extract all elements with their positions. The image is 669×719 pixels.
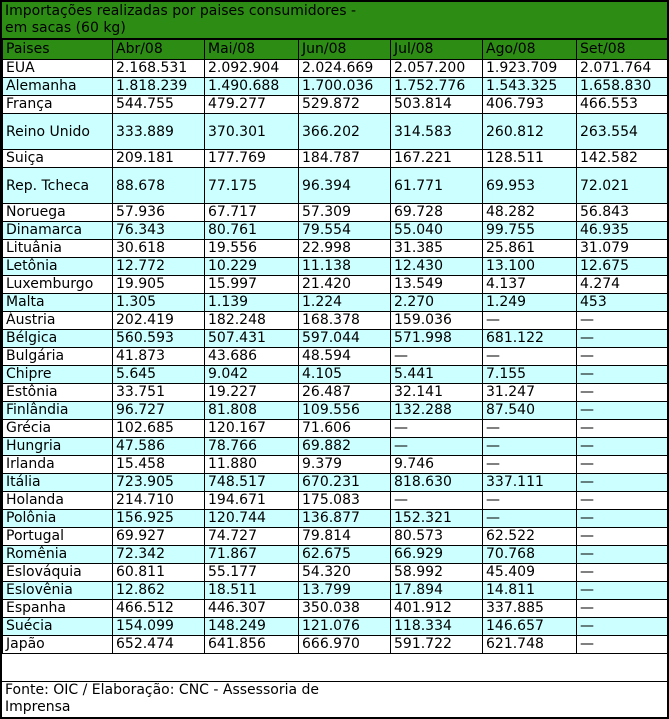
value-cell: 681.122	[483, 330, 577, 348]
value-cell: 560.593	[113, 330, 205, 348]
country-cell: Malta	[3, 294, 113, 312]
value-cell: 71.867	[205, 546, 299, 564]
value-cell: 19.227	[205, 384, 299, 402]
value-cell: 12.772	[113, 258, 205, 276]
country-cell: Eslovênia	[3, 582, 113, 600]
table-row	[3, 438, 668, 456]
value-cell: 466.553	[577, 96, 668, 114]
value-cell: 666.970	[299, 636, 391, 654]
header-month: Ago/08	[483, 40, 577, 60]
table-row	[3, 384, 668, 402]
value-cell: 818.630	[391, 474, 483, 492]
footer-line-2: Imprensa	[5, 699, 71, 715]
value-cell: 1.490.688	[205, 78, 299, 96]
value-cell: 81.808	[205, 402, 299, 420]
value-cell: —	[577, 330, 668, 348]
table-row	[3, 420, 668, 438]
value-cell: 31.079	[577, 240, 668, 258]
value-cell: 2.024.669	[299, 60, 391, 78]
value-cell: —	[483, 492, 577, 510]
header-month: Set/08	[577, 40, 668, 60]
value-cell: 2.270	[391, 294, 483, 312]
value-cell: 652.474	[113, 636, 205, 654]
value-cell: 57.936	[113, 204, 205, 222]
country-cell: Eslováquia	[3, 564, 113, 582]
value-cell: 58.992	[391, 564, 483, 582]
value-cell: 9.379	[299, 456, 391, 474]
country-cell: Grécia	[3, 420, 113, 438]
value-cell: 337.885	[483, 600, 577, 618]
value-cell: 77.175	[205, 168, 299, 204]
value-cell: 71.606	[299, 420, 391, 438]
value-cell: 2.092.904	[205, 60, 299, 78]
value-cell: 80.573	[391, 528, 483, 546]
value-cell: 152.321	[391, 510, 483, 528]
value-cell: 1.543.325	[483, 78, 577, 96]
value-cell: 2.071.764	[577, 60, 668, 78]
value-cell: 15.997	[205, 276, 299, 294]
value-cell: —	[577, 474, 668, 492]
value-cell: 591.722	[391, 636, 483, 654]
value-cell: 14.811	[483, 582, 577, 600]
table-row	[3, 618, 668, 636]
value-cell: 109.556	[299, 402, 391, 420]
value-cell: 503.814	[391, 96, 483, 114]
value-cell: 202.419	[113, 312, 205, 330]
table-row	[3, 582, 668, 600]
value-cell: 45.409	[483, 564, 577, 582]
value-cell: 154.099	[113, 618, 205, 636]
value-cell: 13.799	[299, 582, 391, 600]
value-cell: 76.343	[113, 222, 205, 240]
header-month: Abr/08	[113, 40, 205, 60]
country-cell: Letônia	[3, 258, 113, 276]
value-cell: —	[577, 384, 668, 402]
table-row	[3, 546, 668, 564]
title-line-1: Importações realizadas por paises consumidores -	[5, 3, 357, 19]
value-cell: —	[577, 348, 668, 366]
value-cell: 1.139	[205, 294, 299, 312]
table-row	[3, 258, 668, 276]
value-cell: 182.248	[205, 312, 299, 330]
value-cell: 96.727	[113, 402, 205, 420]
value-cell: 62.675	[299, 546, 391, 564]
value-cell: —	[577, 438, 668, 456]
value-cell: 17.894	[391, 582, 483, 600]
value-cell: 55.177	[205, 564, 299, 582]
value-cell: 96.394	[299, 168, 391, 204]
value-cell: 209.181	[113, 150, 205, 168]
country-cell: Reino Unido	[3, 114, 113, 150]
value-cell: 370.301	[205, 114, 299, 150]
value-cell: 54.320	[299, 564, 391, 582]
table-row	[3, 600, 668, 618]
value-cell: 10.229	[205, 258, 299, 276]
value-cell: 12.430	[391, 258, 483, 276]
value-cell: 621.748	[483, 636, 577, 654]
country-cell: Portugal	[3, 528, 113, 546]
value-cell: 33.751	[113, 384, 205, 402]
table-row	[3, 492, 668, 510]
value-cell: 79.554	[299, 222, 391, 240]
value-cell: 48.282	[483, 204, 577, 222]
country-cell: Suécia	[3, 618, 113, 636]
country-cell: Chipre	[3, 366, 113, 384]
value-cell: 87.540	[483, 402, 577, 420]
table-row	[3, 528, 668, 546]
value-cell: —	[577, 546, 668, 564]
value-cell: 15.458	[113, 456, 205, 474]
value-cell: 11.880	[205, 456, 299, 474]
value-cell: 529.872	[299, 96, 391, 114]
value-cell: 118.334	[391, 618, 483, 636]
value-cell: 1.224	[299, 294, 391, 312]
value-cell: 194.671	[205, 492, 299, 510]
value-cell: 61.771	[391, 168, 483, 204]
table-row	[3, 60, 668, 78]
value-cell: —	[391, 420, 483, 438]
country-cell: Áustria	[3, 312, 113, 330]
value-cell: 5.645	[113, 366, 205, 384]
value-cell: 1.249	[483, 294, 577, 312]
value-cell: 32.141	[391, 384, 483, 402]
value-cell: —	[577, 582, 668, 600]
value-cell: 132.288	[391, 402, 483, 420]
value-cell: —	[577, 456, 668, 474]
value-cell: 13.100	[483, 258, 577, 276]
value-cell: —	[577, 420, 668, 438]
value-cell: 69.927	[113, 528, 205, 546]
value-cell: 56.843	[577, 204, 668, 222]
value-cell: —	[483, 348, 577, 366]
value-cell: 2.168.531	[113, 60, 205, 78]
value-cell: 48.594	[299, 348, 391, 366]
value-cell: 571.998	[391, 330, 483, 348]
value-cell: 4.105	[299, 366, 391, 384]
country-cell: Estônia	[3, 384, 113, 402]
value-cell: 60.811	[113, 564, 205, 582]
header-month: Mai/08	[205, 40, 299, 60]
value-cell: —	[577, 366, 668, 384]
value-cell: 5.441	[391, 366, 483, 384]
table-row	[3, 276, 668, 294]
country-cell: Espanha	[3, 600, 113, 618]
value-cell: 80.761	[205, 222, 299, 240]
country-cell: Itália	[3, 474, 113, 492]
value-cell: 69.882	[299, 438, 391, 456]
value-cell: —	[391, 492, 483, 510]
table-row	[3, 294, 668, 312]
title-line-2: em sacas (60 kg)	[5, 20, 126, 36]
table-row	[3, 150, 668, 168]
table-row	[3, 474, 668, 492]
table-body	[3, 60, 668, 654]
value-cell: 13.549	[391, 276, 483, 294]
table-row	[3, 348, 668, 366]
value-cell: 47.586	[113, 438, 205, 456]
value-cell: 4.137	[483, 276, 577, 294]
table-row	[3, 114, 668, 150]
value-cell: 175.083	[299, 492, 391, 510]
country-cell: Holanda	[3, 492, 113, 510]
value-cell: 260.812	[483, 114, 577, 150]
value-cell: 121.076	[299, 618, 391, 636]
country-cell: EUA	[3, 60, 113, 78]
table-row	[3, 402, 668, 420]
header-month: Jun/08	[299, 40, 391, 60]
value-cell: 1.658.830	[577, 78, 668, 96]
value-cell: 544.755	[113, 96, 205, 114]
table-row	[3, 510, 668, 528]
value-cell: 146.657	[483, 618, 577, 636]
value-cell: 46.935	[577, 222, 668, 240]
value-cell: 401.912	[391, 600, 483, 618]
value-cell: —	[577, 564, 668, 582]
value-cell: 597.044	[299, 330, 391, 348]
table-row	[3, 366, 668, 384]
country-cell: Japão	[3, 636, 113, 654]
value-cell: —	[391, 438, 483, 456]
country-cell: Finlândia	[3, 402, 113, 420]
value-cell: 21.420	[299, 276, 391, 294]
value-cell: —	[577, 312, 668, 330]
table-row	[3, 204, 668, 222]
value-cell: 366.202	[299, 114, 391, 150]
table-row	[3, 222, 668, 240]
value-cell: 88.678	[113, 168, 205, 204]
value-cell: —	[577, 492, 668, 510]
value-cell: —	[483, 510, 577, 528]
value-cell: 4.274	[577, 276, 668, 294]
value-cell: 263.554	[577, 114, 668, 150]
value-cell: 1.923.709	[483, 60, 577, 78]
value-cell: —	[483, 312, 577, 330]
value-cell: 314.583	[391, 114, 483, 150]
value-cell: 9.746	[391, 456, 483, 474]
value-cell: 41.873	[113, 348, 205, 366]
value-cell: 66.929	[391, 546, 483, 564]
country-cell: França	[3, 96, 113, 114]
value-cell: 128.511	[483, 150, 577, 168]
country-cell: Lituânia	[3, 240, 113, 258]
value-cell: —	[577, 402, 668, 420]
table-row	[3, 168, 668, 204]
table-row	[3, 96, 668, 114]
value-cell: 99.755	[483, 222, 577, 240]
value-cell: 156.925	[113, 510, 205, 528]
value-cell: 31.385	[391, 240, 483, 258]
value-cell: 748.517	[205, 474, 299, 492]
value-cell: 2.057.200	[391, 60, 483, 78]
value-cell: 406.793	[483, 96, 577, 114]
value-cell: 159.036	[391, 312, 483, 330]
value-cell: 11.138	[299, 258, 391, 276]
value-cell: 12.862	[113, 582, 205, 600]
value-cell: —	[577, 528, 668, 546]
value-cell: 74.727	[205, 528, 299, 546]
imports-table	[2, 39, 668, 654]
value-cell: 142.582	[577, 150, 668, 168]
table-row	[3, 636, 668, 654]
value-cell: —	[483, 420, 577, 438]
value-cell: —	[577, 618, 668, 636]
table-row	[3, 456, 668, 474]
value-cell: 184.787	[299, 150, 391, 168]
value-cell: 177.769	[205, 150, 299, 168]
value-cell: 67.717	[205, 204, 299, 222]
table-title	[2, 2, 667, 39]
value-cell: 78.766	[205, 438, 299, 456]
value-cell: 1.818.239	[113, 78, 205, 96]
table-row	[3, 78, 668, 96]
value-cell: 453	[577, 294, 668, 312]
value-cell: 18.511	[205, 582, 299, 600]
value-cell: 466.512	[113, 600, 205, 618]
value-cell: 120.167	[205, 420, 299, 438]
country-cell: Noruega	[3, 204, 113, 222]
value-cell: 57.309	[299, 204, 391, 222]
value-cell: 9.042	[205, 366, 299, 384]
country-cell: Irlanda	[3, 456, 113, 474]
country-cell: Romênia	[3, 546, 113, 564]
country-cell: Dinamarca	[3, 222, 113, 240]
table-row	[3, 330, 668, 348]
value-cell: 148.249	[205, 618, 299, 636]
value-cell: 70.768	[483, 546, 577, 564]
value-cell: 446.307	[205, 600, 299, 618]
value-cell: 26.487	[299, 384, 391, 402]
value-cell: 1.752.776	[391, 78, 483, 96]
value-cell: 72.342	[113, 546, 205, 564]
table-row	[3, 240, 668, 258]
value-cell: 214.710	[113, 492, 205, 510]
country-cell: Rep. Tcheca	[3, 168, 113, 204]
value-cell: —	[577, 636, 668, 654]
country-cell: Hungria	[3, 438, 113, 456]
value-cell: —	[577, 600, 668, 618]
value-cell: 25.861	[483, 240, 577, 258]
source-footer	[2, 681, 667, 717]
value-cell: 507.431	[205, 330, 299, 348]
value-cell: 72.021	[577, 168, 668, 204]
country-cell: Suiça	[3, 150, 113, 168]
header-country: Paises	[3, 40, 113, 60]
value-cell: 19.905	[113, 276, 205, 294]
value-cell: 69.728	[391, 204, 483, 222]
header-month: Jul/08	[391, 40, 483, 60]
value-cell: 670.231	[299, 474, 391, 492]
value-cell: 350.038	[299, 600, 391, 618]
value-cell: 120.744	[205, 510, 299, 528]
value-cell: 69.953	[483, 168, 577, 204]
value-cell: —	[577, 510, 668, 528]
value-cell: 1.305	[113, 294, 205, 312]
value-cell: 723.905	[113, 474, 205, 492]
value-cell: 19.556	[205, 240, 299, 258]
country-cell: Bulgária	[3, 348, 113, 366]
footer-line-1: Fonte: OIC / Elaboração: CNC - Assessoria de	[5, 682, 319, 698]
value-cell: 641.856	[205, 636, 299, 654]
value-cell: 43.686	[205, 348, 299, 366]
country-cell: Bélgica	[3, 330, 113, 348]
country-cell: Alemanha	[3, 78, 113, 96]
value-cell: 31.247	[483, 384, 577, 402]
value-cell: 7.155	[483, 366, 577, 384]
value-cell: 62.522	[483, 528, 577, 546]
value-cell: 333.889	[113, 114, 205, 150]
value-cell: 55.040	[391, 222, 483, 240]
value-cell: 136.877	[299, 510, 391, 528]
country-cell: Polônia	[3, 510, 113, 528]
value-cell: 22.998	[299, 240, 391, 258]
value-cell: 479.277	[205, 96, 299, 114]
value-cell: —	[391, 348, 483, 366]
value-cell: 79.814	[299, 528, 391, 546]
table-row	[3, 312, 668, 330]
value-cell: 102.685	[113, 420, 205, 438]
value-cell: 337.111	[483, 474, 577, 492]
value-cell: 167.221	[391, 150, 483, 168]
value-cell: 12.675	[577, 258, 668, 276]
country-cell: Luxemburgo	[3, 276, 113, 294]
value-cell: 1.700.036	[299, 78, 391, 96]
value-cell: 30.618	[113, 240, 205, 258]
value-cell: 168.378	[299, 312, 391, 330]
value-cell: —	[483, 438, 577, 456]
header-row	[3, 40, 668, 60]
value-cell: —	[483, 456, 577, 474]
table-row	[3, 564, 668, 582]
